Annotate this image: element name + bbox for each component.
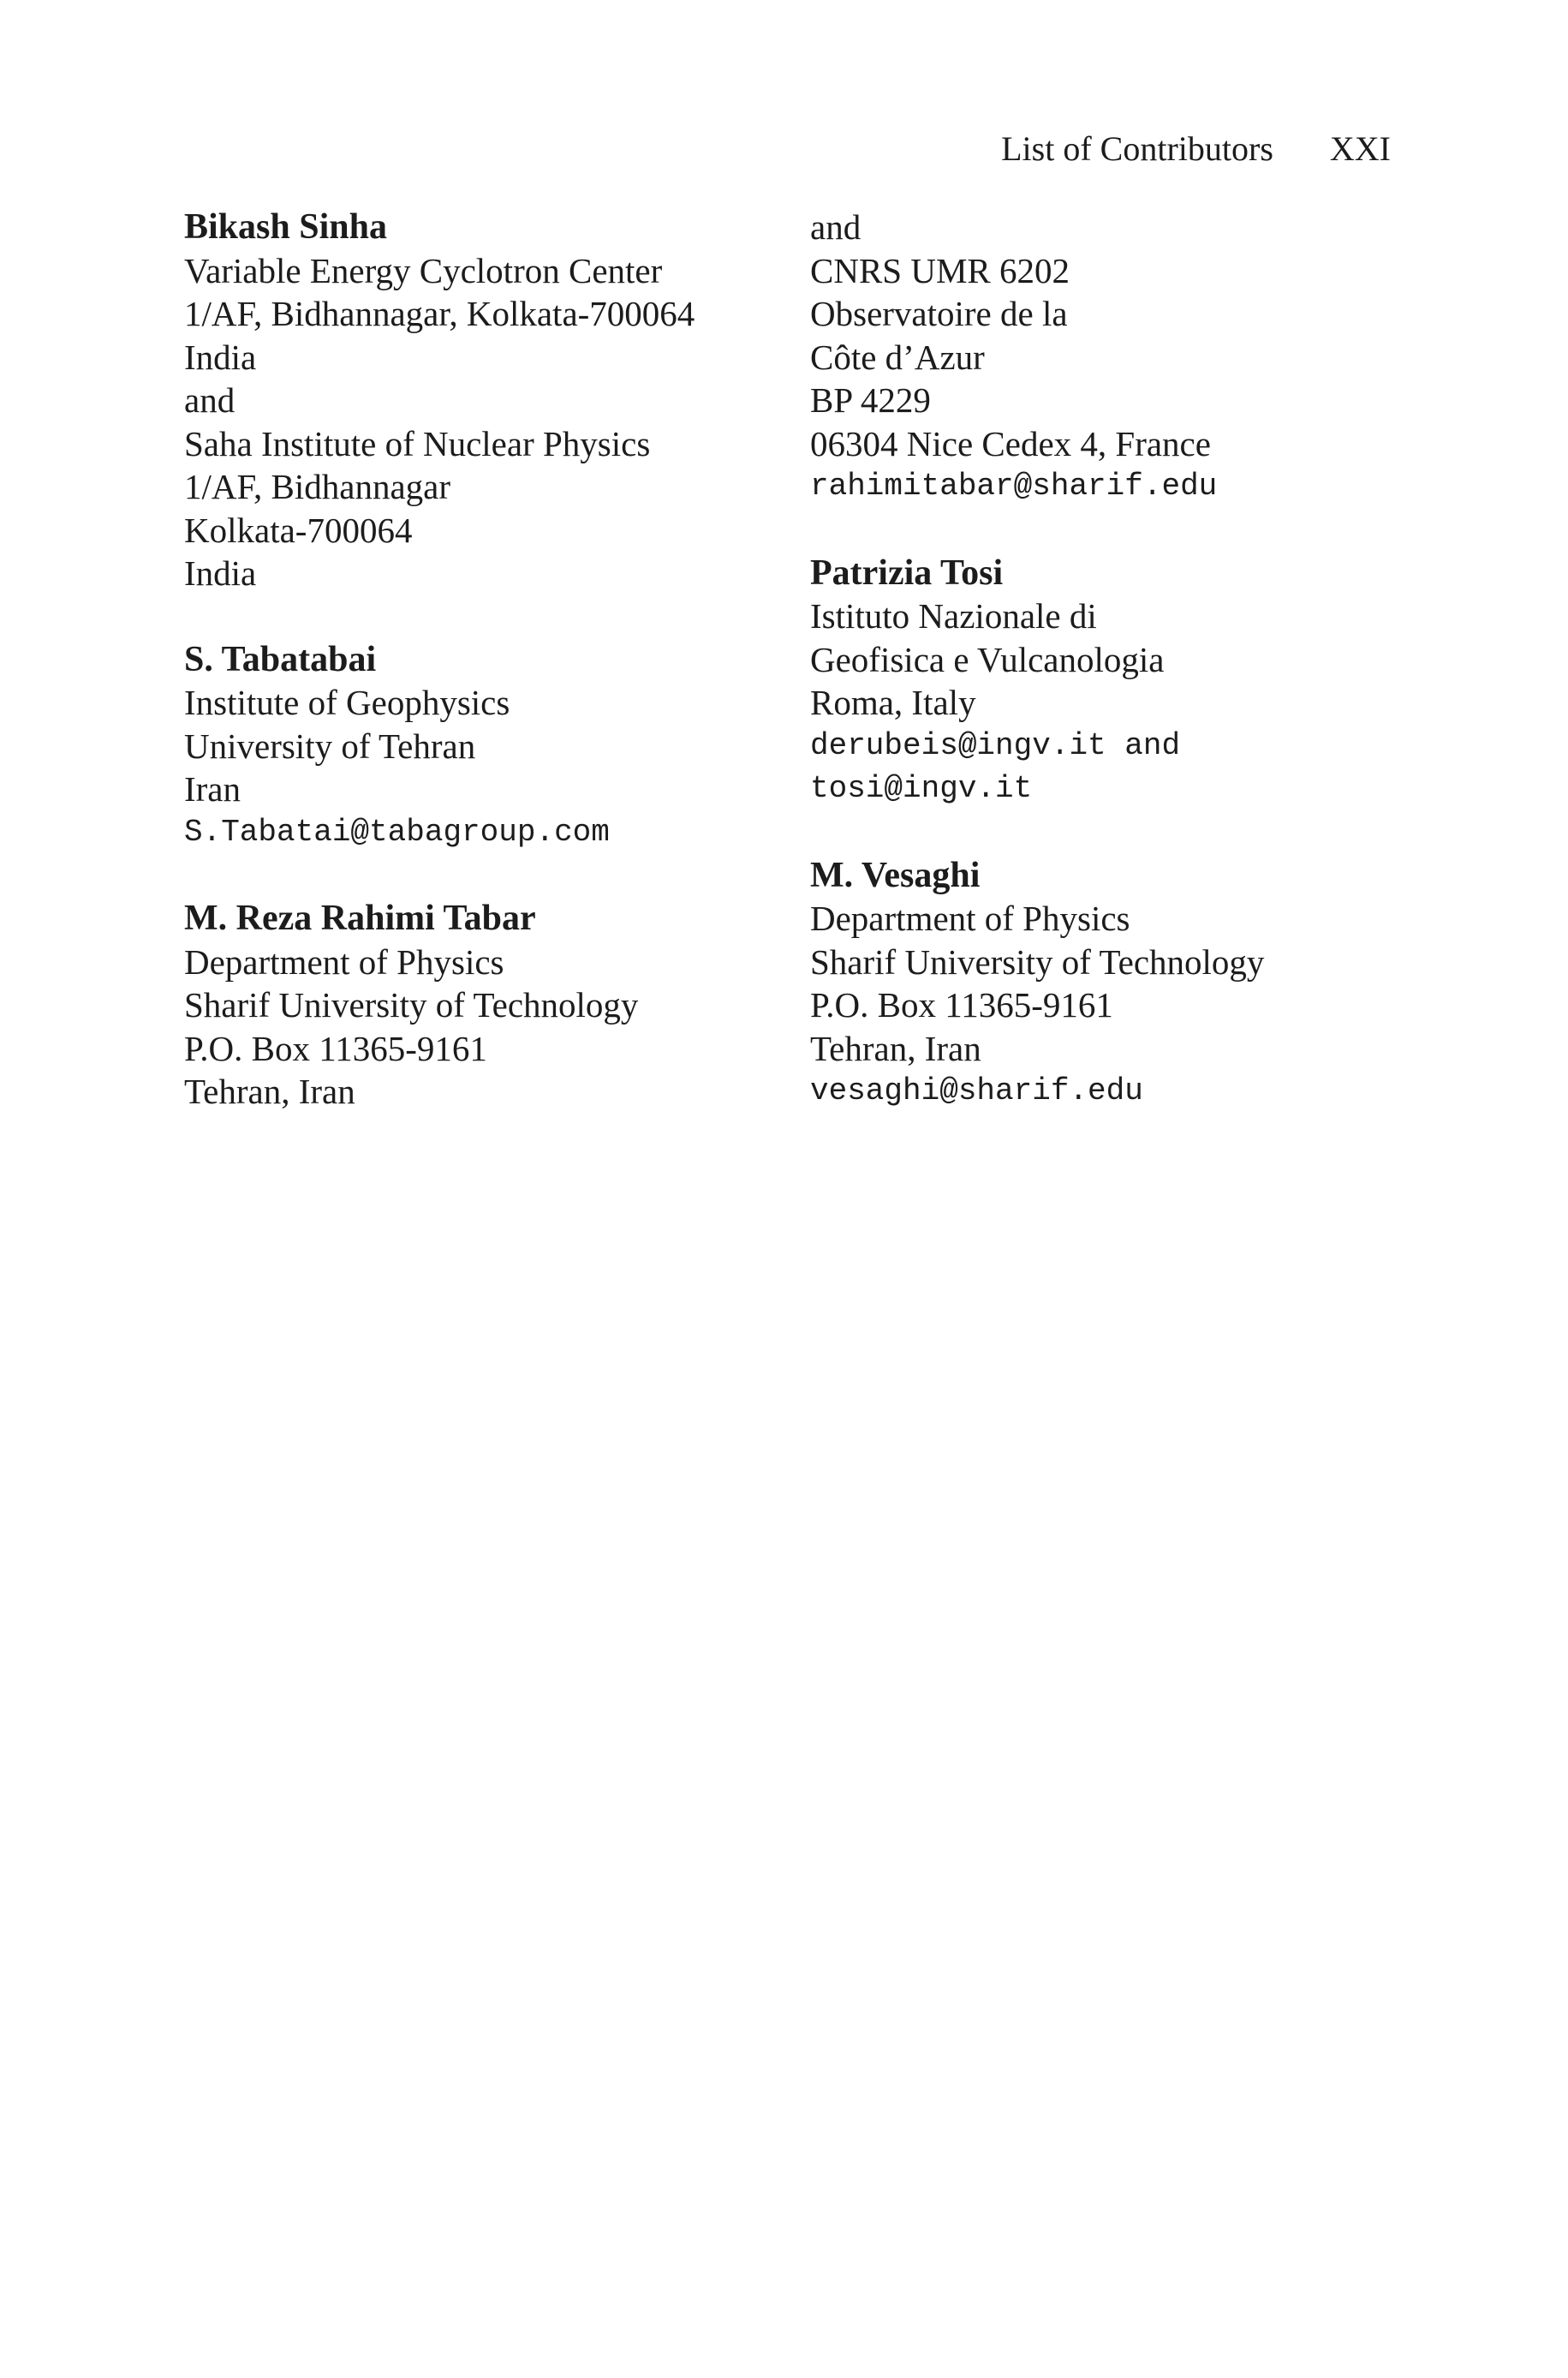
- address-line: University of Tehran: [184, 726, 476, 766]
- address-line: Department of Physics: [810, 899, 1130, 938]
- contributor-entry: [184, 897, 801, 1114]
- address-line: Roma, Italy: [810, 683, 976, 722]
- contributor-name: Patrizia Tosi: [810, 553, 1004, 593]
- address-line: and: [184, 380, 235, 420]
- section-title: List of Contributors: [1001, 129, 1273, 168]
- contributor-name: M. Reza Rahimi Tabar: [184, 899, 536, 938]
- address-line: P.O. Box 11365-9161: [184, 1028, 487, 1068]
- contributor-entry: [184, 638, 801, 855]
- address-line: Variable Energy Cyclotron Center: [184, 250, 663, 290]
- address-line: CNRS UMR 6202: [810, 250, 1070, 290]
- email-link[interactable]: tosi@ingv.it: [810, 771, 1033, 806]
- address-line: Sharif University of Technology: [184, 985, 639, 1025]
- address-line: 1/AF, Bidhannagar: [184, 467, 451, 506]
- address-line: India: [184, 337, 257, 377]
- address-line: 06304 Nice Cedex 4, France: [810, 423, 1211, 463]
- email-link[interactable]: rahimitabar@sharif.edu: [810, 469, 1218, 504]
- address-line: Observatoire de la: [810, 294, 1068, 333]
- address-line: Istituto Nazionale di: [810, 596, 1097, 636]
- address-line: Iran: [184, 769, 241, 809]
- address-line: Tehran, Iran: [810, 1028, 981, 1068]
- email-link[interactable]: S.Tabatai@tabagroup.com: [184, 814, 610, 850]
- address-line: P.O. Box 11365-9161: [810, 985, 1113, 1025]
- address-line: BP 4229: [810, 380, 931, 420]
- address-line: Institute of Geophysics: [184, 683, 510, 722]
- address-line: Department of Physics: [184, 941, 504, 982]
- address-line: Sharif University of Technology: [810, 941, 1265, 982]
- address-line: Tehran, Iran: [184, 1072, 355, 1111]
- contributor-entry: [184, 206, 801, 595]
- email-link[interactable]: vesaghi@sharif.edu: [810, 1073, 1143, 1108]
- address-line: Côte d’Azur: [810, 337, 985, 377]
- address-line: Geofisica e Vulcanologia: [810, 639, 1165, 679]
- right-column: [810, 206, 1410, 1156]
- contributor-name: S. Tabatabai: [184, 639, 377, 679]
- contributor-name: Bikash Sinha: [184, 207, 387, 247]
- address-line: and: [810, 207, 862, 247]
- address-line: India: [184, 553, 257, 593]
- email-link[interactable]: derubeis@ingv.it and: [810, 727, 1181, 763]
- contributor-entry: [810, 552, 1410, 811]
- running-header: [1001, 128, 1391, 170]
- address-line: Kolkata-700064: [184, 510, 413, 550]
- page-number: XXI: [1329, 129, 1391, 168]
- address-line: 1/AF, Bidhannagar, Kolkata-700064: [184, 294, 695, 333]
- address-line: Saha Institute of Nuclear Physics: [184, 423, 651, 463]
- left-column: [184, 206, 801, 1156]
- contributor-name: M. Vesaghi: [810, 855, 981, 895]
- contributor-entry: [810, 854, 1410, 1114]
- contributor-continuation: [810, 206, 1410, 509]
